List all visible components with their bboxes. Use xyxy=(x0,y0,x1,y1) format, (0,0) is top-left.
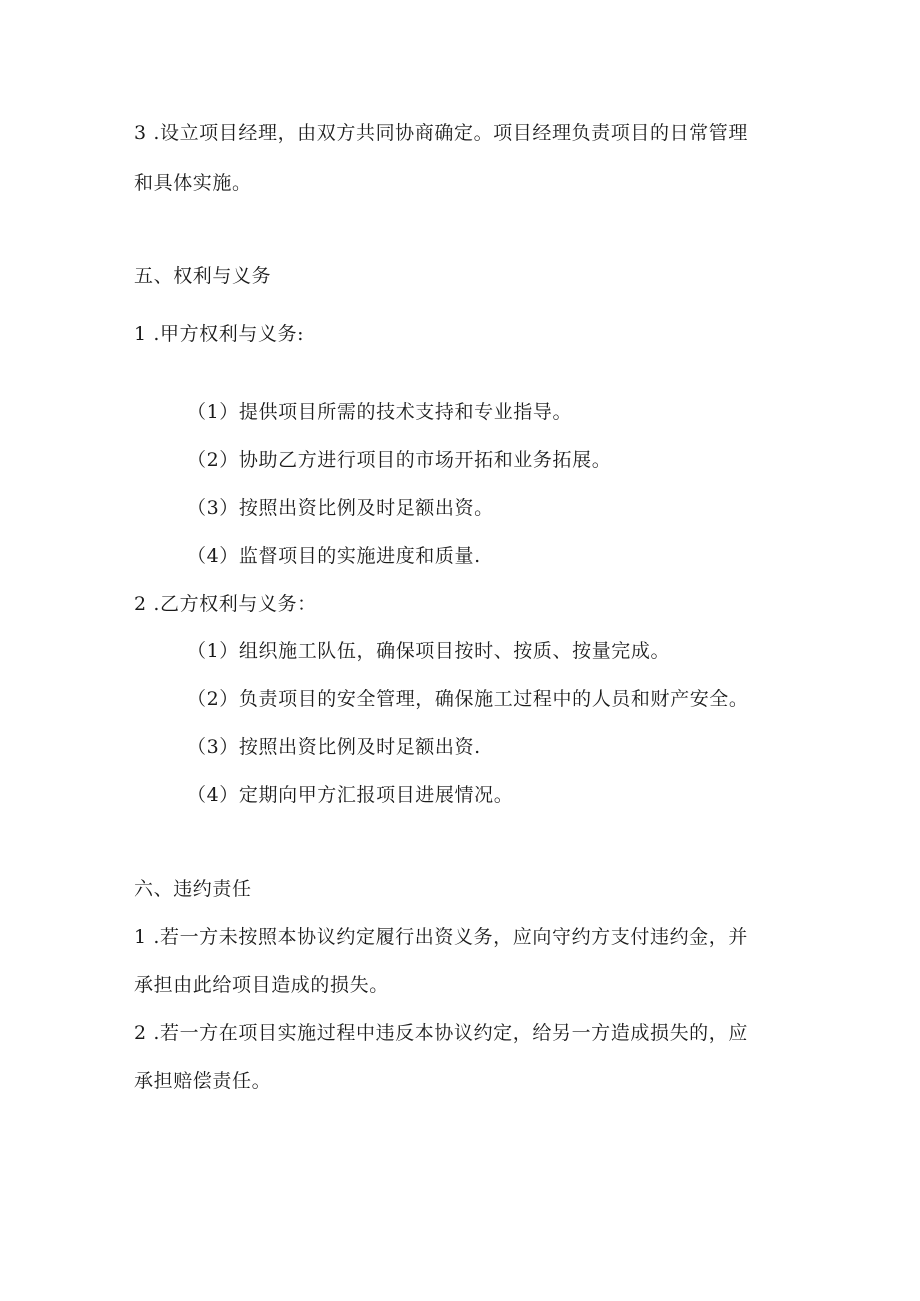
party-b-item-1: （1）组织施工队伍，确保项目按时、按质、按量完成。 xyxy=(187,640,671,662)
party-a-item-4: （4）监督项目的实施进度和质量. xyxy=(187,545,481,567)
clause-4-3-line-1: 3 .设立项目经理，由双方共同协商确定。项目经理负责项目的日常管理 xyxy=(134,122,748,144)
section-6-heading: 六、违约责任 xyxy=(134,878,252,900)
party-a-title: 1 .甲方权利与义务: xyxy=(134,323,305,345)
party-b-title: 2 .乙方权利与义务： xyxy=(134,593,317,615)
breach-clause-2-line-2: 承担赔偿责任。 xyxy=(134,1070,272,1092)
breach-clause-2-line-1: 2 .若一方在项目实施过程中违反本协议约定，给另一方造成损失的，应 xyxy=(134,1022,748,1044)
breach-clause-1-line-1: 1 .若一方未按照本协议约定履行出资义务，应向守约方支付违约金，并 xyxy=(134,926,748,948)
party-b-item-2: （2）负责项目的安全管理，确保施工过程中的人员和财产安全。 xyxy=(187,688,749,710)
section-5-heading: 五、权利与义务 xyxy=(134,265,272,287)
party-a-item-1: （1）提供项目所需的技术支持和专业指导。 xyxy=(187,401,573,423)
breach-clause-1-line-2: 承担由此给项目造成的损失。 xyxy=(134,974,389,996)
clause-4-3-line-2: 和具体实施。 xyxy=(134,172,252,194)
party-a-item-3: （3）按照出资比例及时足额出资。 xyxy=(187,497,494,519)
party-a-item-2: （2）协助乙方进行项目的市场开拓和业务拓展。 xyxy=(187,449,612,471)
party-b-item-3: （3）按照出资比例及时足额出资. xyxy=(187,736,481,758)
party-b-item-4: （4）定期向甲方汇报项目进展情况。 xyxy=(187,784,514,806)
